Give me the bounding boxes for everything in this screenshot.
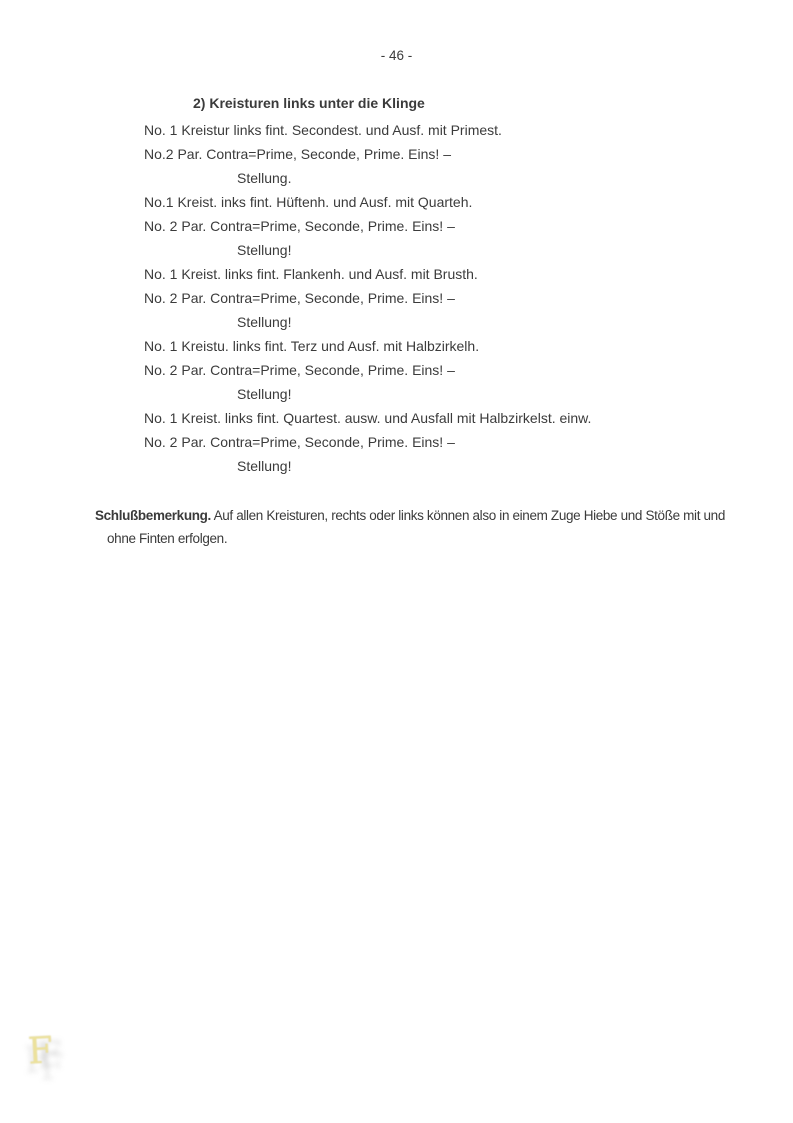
watermark-glyph: F	[26, 1030, 55, 1073]
drill-line: Stellung!	[237, 242, 292, 258]
drill-line: No.2 Par. Contra=Prime, Seconde, Prime. Eins! –	[144, 146, 451, 162]
page-number: - 46 -	[380, 48, 413, 63]
watermark-stamp-icon	[28, 1028, 80, 1082]
conclusion-label: Schlußbemerkung.	[95, 508, 211, 523]
drill-line: Stellung!	[237, 458, 292, 474]
drill-line: No. 1 Kreistur links fint. Secondest. und Ausf. mit Primest.	[144, 122, 502, 138]
drill-line: Stellung.	[237, 170, 292, 186]
drill-line: No. 1 Kreist. links fint. Quartest. ausw. und Ausfall mit Halbzirkelst. einw.	[144, 410, 592, 426]
drill-line: No. 2 Par. Contra=Prime, Seconde, Prime. Eins! –	[144, 218, 455, 234]
drill-line: No.1 Kreist. inks fint. Hüftenh. und Ausf. mit Quarteh.	[144, 194, 473, 210]
conclusion-paragraph	[95, 504, 725, 550]
drill-line: No. 2 Par. Contra=Prime, Seconde, Prime. Eins! –	[144, 362, 455, 378]
conclusion-text-line2: ohne Finten erfolgen.	[107, 531, 228, 546]
drill-line: Stellung!	[237, 386, 292, 402]
section-heading: 2) Kreisturen links unter die Klinge	[193, 95, 425, 111]
drill-line: No. 2 Par. Contra=Prime, Seconde, Prime. Eins! –	[144, 434, 455, 450]
drill-line: Stellung!	[237, 314, 292, 330]
conclusion-text-line1: Auf allen Kreisturen, rechts oder links können also in einem Zuge Hiebe und Stöße mit und	[210, 508, 725, 523]
drill-list	[144, 118, 591, 478]
drill-line: No. 1 Kreist. links fint. Flankenh. und Ausf. mit Brusth.	[144, 266, 478, 282]
drill-line: No. 2 Par. Contra=Prime, Seconde, Prime. Eins! –	[144, 290, 455, 306]
drill-line: No. 1 Kreistu. links fint. Terz und Ausf. mit Halbzirkelh.	[144, 338, 480, 354]
